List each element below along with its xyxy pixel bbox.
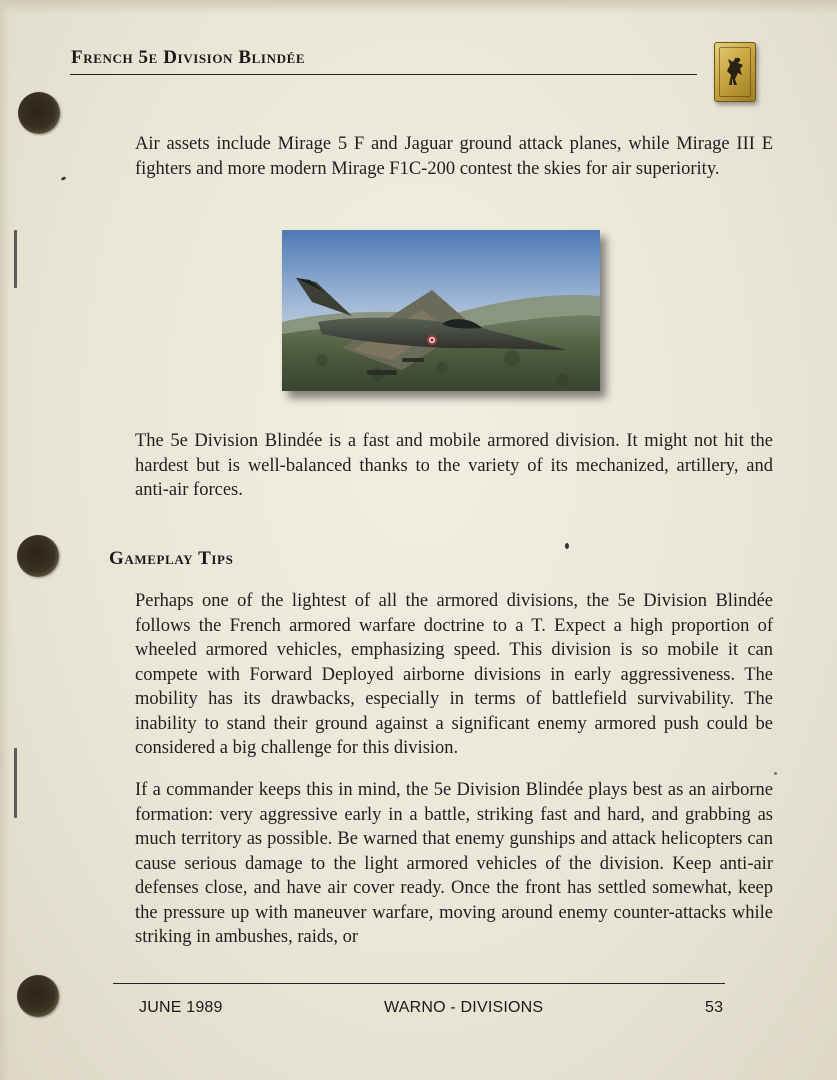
gameplay-paragraph-1: Perhaps one of the lightest of all the armored divisions, the 5e Division Blindée follows the French armored warfare doctrine to a T. Expect a high proportion of wheeled armored vehicles, emphasizing speed. This division is so mobile it can compete with Forward Deployed airborne divisions in early aggressiveness. The mobility has its drawbacks, especially in terms of battlefield survivability. The inability to stand their ground against a significant enemy armored push could be considered a big challenge for this division. [135, 591, 773, 758]
air-assets-paragraph: Air assets include Mirage 5 F and Jaguar ground attack planes, while Mirage III E fighters and more modern Mirage F1C-200 contest the skies for air superiority. [135, 134, 773, 179]
punch-hole-bottom [17, 975, 59, 1017]
division-emblem-icon [714, 42, 756, 102]
horse-emblem-icon [721, 51, 749, 91]
gameplay-tips-heading: Gameplay Tips [109, 548, 234, 569]
gameplay-paragraph-2: If a commander keeps this in mind, the 5e Division Blindée plays best as an airborne formation: very aggressive early in a battle, striking fast and hard, and grabbing as much territory as possible. Be warned that enemy gunships and attack helicopters can cause serious damage to the light armored vehicles of the division. Keep anti-air defenses close, and have air cover ready. Once the front has settled somewhat, keep the pressure up with maneuver warfare, moving around enemy counter-attacks while striking in ambushes, raids, or [135, 780, 773, 947]
punch-hole-top [18, 92, 60, 134]
division-summary-paragraph: The 5e Division Blindée is a fast and mobile armored division. It might not hit the hardest but is well-balanced thanks to the variety of its mechanized, artillery, and anti-air forces. [135, 431, 773, 500]
jet-image [282, 230, 600, 391]
binder-mark-lower [14, 748, 17, 818]
footer-rule [113, 983, 725, 984]
paper-speck [61, 176, 67, 181]
punch-hole-middle [17, 535, 59, 577]
binder-mark-upper [14, 230, 17, 288]
page-top-edge [0, 0, 837, 14]
mirage-jet-photo [282, 230, 600, 391]
footer-section: WARNO - DIVISIONS [384, 999, 544, 1016]
page-number: 53 [705, 999, 724, 1016]
paper-speck [565, 543, 569, 549]
page-title: French 5e Division Blindée [71, 47, 306, 68]
header-rule [70, 74, 697, 75]
footer-date: JUNE 1989 [139, 999, 223, 1016]
page-left-edge [0, 0, 10, 1080]
paper-speck [774, 772, 777, 775]
